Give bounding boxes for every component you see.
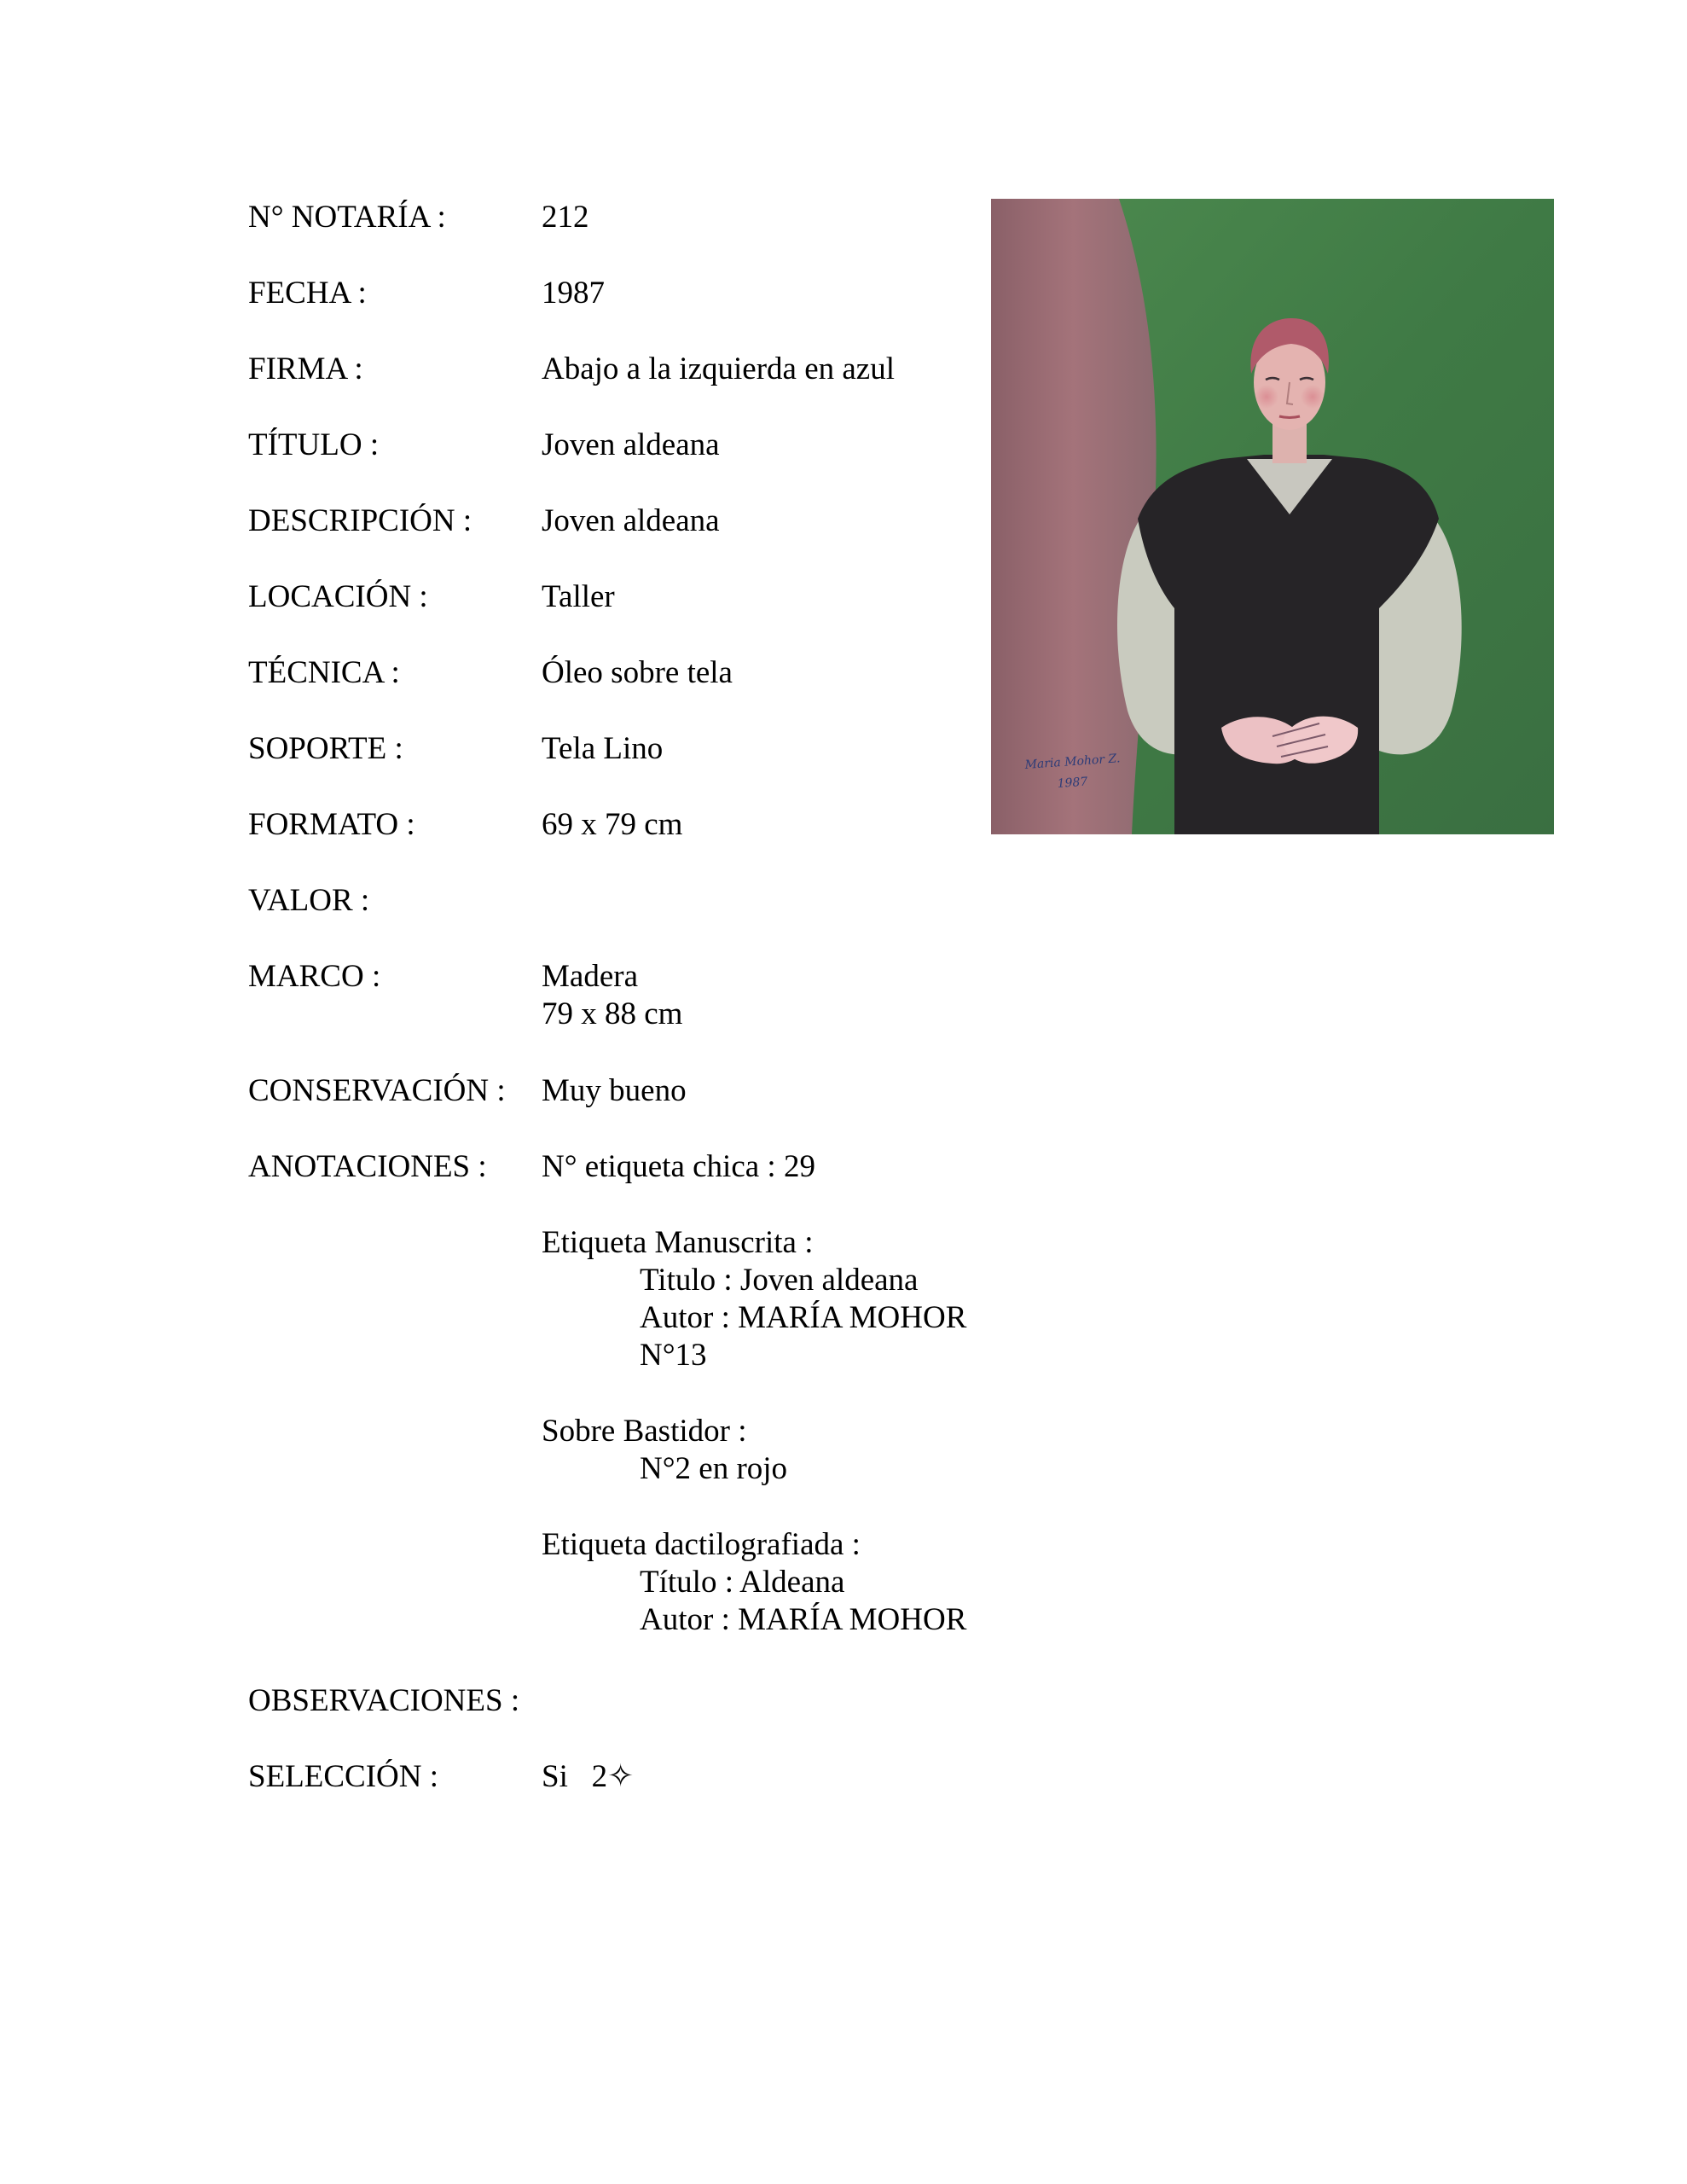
painting-trunk bbox=[991, 199, 1157, 834]
conservacion-value: Muy bueno bbox=[542, 1073, 687, 1108]
locacion-value: Taller bbox=[542, 579, 615, 614]
manuscrita-titulo: Titulo : Joven aldeana bbox=[640, 1263, 919, 1298]
notaria-value: 212 bbox=[542, 200, 589, 235]
titulo-value: Joven aldeana bbox=[542, 427, 720, 462]
spacer bbox=[542, 1488, 966, 1526]
dactilografiada-titulo: Título : Aldeana bbox=[640, 1565, 845, 1600]
firma-value: Abajo a la izquierda en azul bbox=[542, 351, 895, 386]
descripcion-label: DESCRIPCIÓN : bbox=[248, 503, 472, 538]
soporte-label: SOPORTE : bbox=[248, 731, 403, 766]
descripcion-value: Joven aldeana bbox=[542, 503, 720, 538]
tecnica-label: TÉCNICA : bbox=[248, 655, 400, 690]
soporte-value: Tela Lino bbox=[542, 731, 664, 766]
spacer bbox=[542, 1186, 966, 1224]
seleccion-value: Si 2✧ bbox=[542, 1759, 635, 1794]
painting-signature-year: 1987 bbox=[1057, 775, 1088, 791]
fecha-value: 1987 bbox=[542, 276, 605, 311]
dactilografiada-heading: Etiqueta dactilografiada : bbox=[542, 1527, 861, 1562]
painting-signature: Maria Mohor Z. bbox=[1024, 752, 1121, 772]
manuscrita-heading: Etiqueta Manuscrita : bbox=[542, 1225, 814, 1260]
marco-label: MARCO : bbox=[248, 959, 381, 994]
spacer bbox=[542, 1374, 966, 1413]
conservacion-label: CONSERVACIÓN : bbox=[248, 1073, 506, 1108]
anotaciones-label: ANOTACIONES : bbox=[248, 1149, 487, 1184]
firma-label: FIRMA : bbox=[248, 351, 363, 386]
manuscrita-numero: N°13 bbox=[640, 1338, 707, 1373]
marco-material: Madera bbox=[542, 959, 638, 994]
etiqueta-chica: N° etiqueta chica : 29 bbox=[542, 1149, 815, 1184]
tecnica-value: Óleo sobre tela bbox=[542, 655, 733, 690]
marco-dimensions: 79 x 88 cm bbox=[542, 996, 683, 1031]
titulo-label: TÍTULO : bbox=[248, 427, 380, 462]
painting-image bbox=[991, 199, 1554, 834]
marco-value bbox=[542, 958, 682, 1033]
formato-label: FORMATO : bbox=[248, 807, 415, 842]
bastidor-numero: N°2 en rojo bbox=[640, 1451, 788, 1486]
bastidor-heading: Sobre Bastidor : bbox=[542, 1414, 747, 1449]
locacion-label: LOCACIÓN : bbox=[248, 579, 428, 614]
notaria-label: N° NOTARÍA : bbox=[248, 200, 446, 235]
valor-label: VALOR : bbox=[248, 883, 370, 918]
painting-svg bbox=[991, 199, 1554, 834]
anotaciones-value bbox=[542, 1148, 966, 1639]
seleccion-label: SELECCIÓN : bbox=[248, 1759, 439, 1794]
observaciones-label: OBSERVACIONES : bbox=[248, 1683, 520, 1718]
fecha-label: FECHA : bbox=[248, 276, 367, 311]
formato-value: 69 x 79 cm bbox=[542, 807, 683, 842]
manuscrita-autor: Autor : MARÍA MOHOR bbox=[640, 1300, 967, 1335]
dactilografiada-autor: Autor : MARÍA MOHOR bbox=[640, 1602, 967, 1637]
